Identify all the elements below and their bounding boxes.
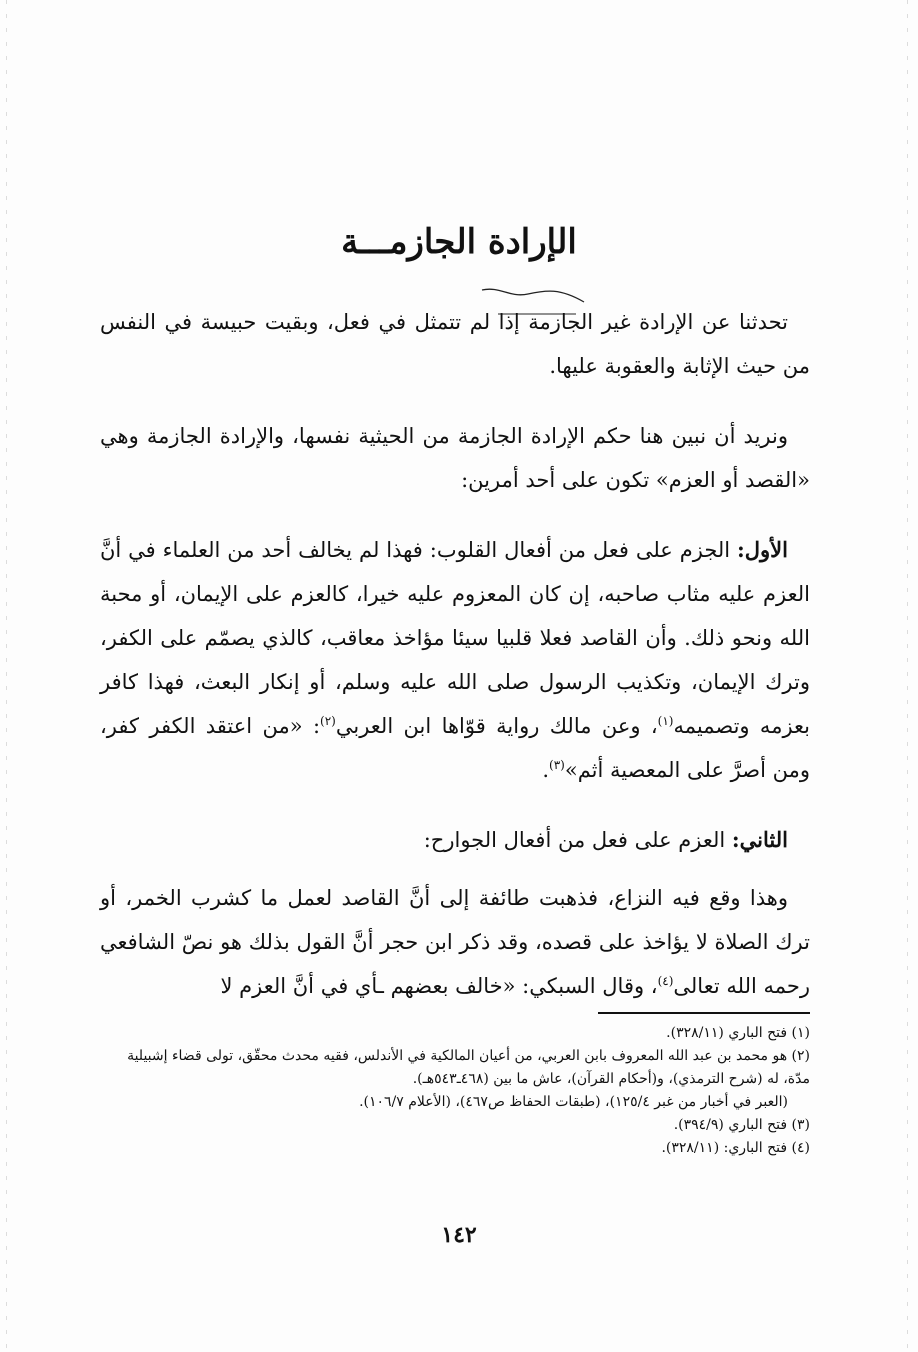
footnotes <box>100 1022 810 1160</box>
footnote-ref-1: (١) <box>657 714 674 728</box>
footnote-3: (٣) فتح الباري (٣٩٤/٩). <box>673 1117 810 1133</box>
paragraph-intro: تحدثنا عن الإرادة غير الجازمة إذا لم تتمثل في فعل، وبقيت حبيسة في النفس من حيث الإثابة والعقوبة عليها. <box>100 310 810 378</box>
second-case-lead: الثاني: <box>731 827 788 852</box>
footnote-2: (٢) هو محمد بن عبد الله المعروف بابن العربي، من أعيان المالكية في الأندلس، فقيه محدث محقّق، تولى قضاء إشبيلية مدّة، له (شرح الترمذي)، و(أحكام القرآن)، عاش ما بين (٤٦٨ـ٥٤٣هـ). <box>127 1048 810 1087</box>
footnote-ref-2: (٢) <box>320 714 336 728</box>
paragraph-second-case <box>100 818 810 862</box>
paragraph-first-case <box>100 528 810 792</box>
paragraph-second: ونريد أن نبين هنا حكم الإرادة الجازمة من الحيثية نفسها، والإرادة الجازمة وهي «القصد أو العزم» تكون على أحد أمرين: <box>100 424 810 492</box>
page-number: ١٤٢ <box>441 1222 477 1248</box>
third-text-b: ، وقال السبكي: «خالف بعضهم ـأي في أنَّ العزم لا <box>220 974 658 998</box>
footnote-ref-3: (٣) <box>549 758 565 772</box>
scan-edge-right <box>907 0 908 1352</box>
first-case-text-b: ، وعن مالك رواية قوّاها ابن العربي <box>335 714 658 738</box>
third-text-a: وهذا وقع فيه النزاع، فذهبت طائفة إلى أنَّ القاصد لعمل ما كشرب الخمر، أو ترك الصلاة لا يؤاخذ على قصده، وقد ذكر ابن حجر أنَّ القول بذلك هو نصّ الشافعي رحمه الله تعالى <box>100 886 810 998</box>
footnote-divider <box>598 1012 810 1014</box>
first-case-text-c: : «من اعتقد الكفر كفر، ومن أصرَّ على المعصية أثم» <box>100 714 810 782</box>
page-title: الإرادة الجازمـــة <box>341 222 577 262</box>
paragraph-third <box>100 876 810 1008</box>
first-case-text-a: الجزم على فعل من أفعال القلوب: فهذا لم يخالف أحد من العلماء في أنَّ العزم عليه مثاب صاحبه، إن كان المعزوم عليه خيرا، كالعزم على الإيمان، أو محبة الله ونحو ذلك. وأن القاصد فعلا قلبيا سيئا مؤاخذ معاقب، كالذي يصمّم على الكفر، وترك الإيمان، وتكذيب الرسول صلى الله عليه وسلم، أو إنكار البعث، فهذا كافر بعزمه وتصميمه <box>100 538 811 738</box>
footnote-4: (٤) فتح الباري: (٣٢٨/١١). <box>661 1140 810 1156</box>
first-case-lead: الأول: <box>737 537 788 562</box>
footnote-ref-4: (٤) <box>657 974 674 988</box>
scan-edge-left <box>6 0 7 1352</box>
body-text <box>100 300 810 1008</box>
footnote-1: (١) فتح الباري (٣٢٨/١١). <box>666 1025 810 1041</box>
footnote-2-continued: (العبر في أخبار من غبر ١٢٥/٤)، (طبقات الحفاظ ص٤٦٧)، (الأعلام ١٠٦/٧). <box>359 1094 788 1110</box>
first-case-text-d: . <box>542 758 550 782</box>
second-case-text: العزم على فعل من أفعال الجوارح: <box>423 828 732 852</box>
